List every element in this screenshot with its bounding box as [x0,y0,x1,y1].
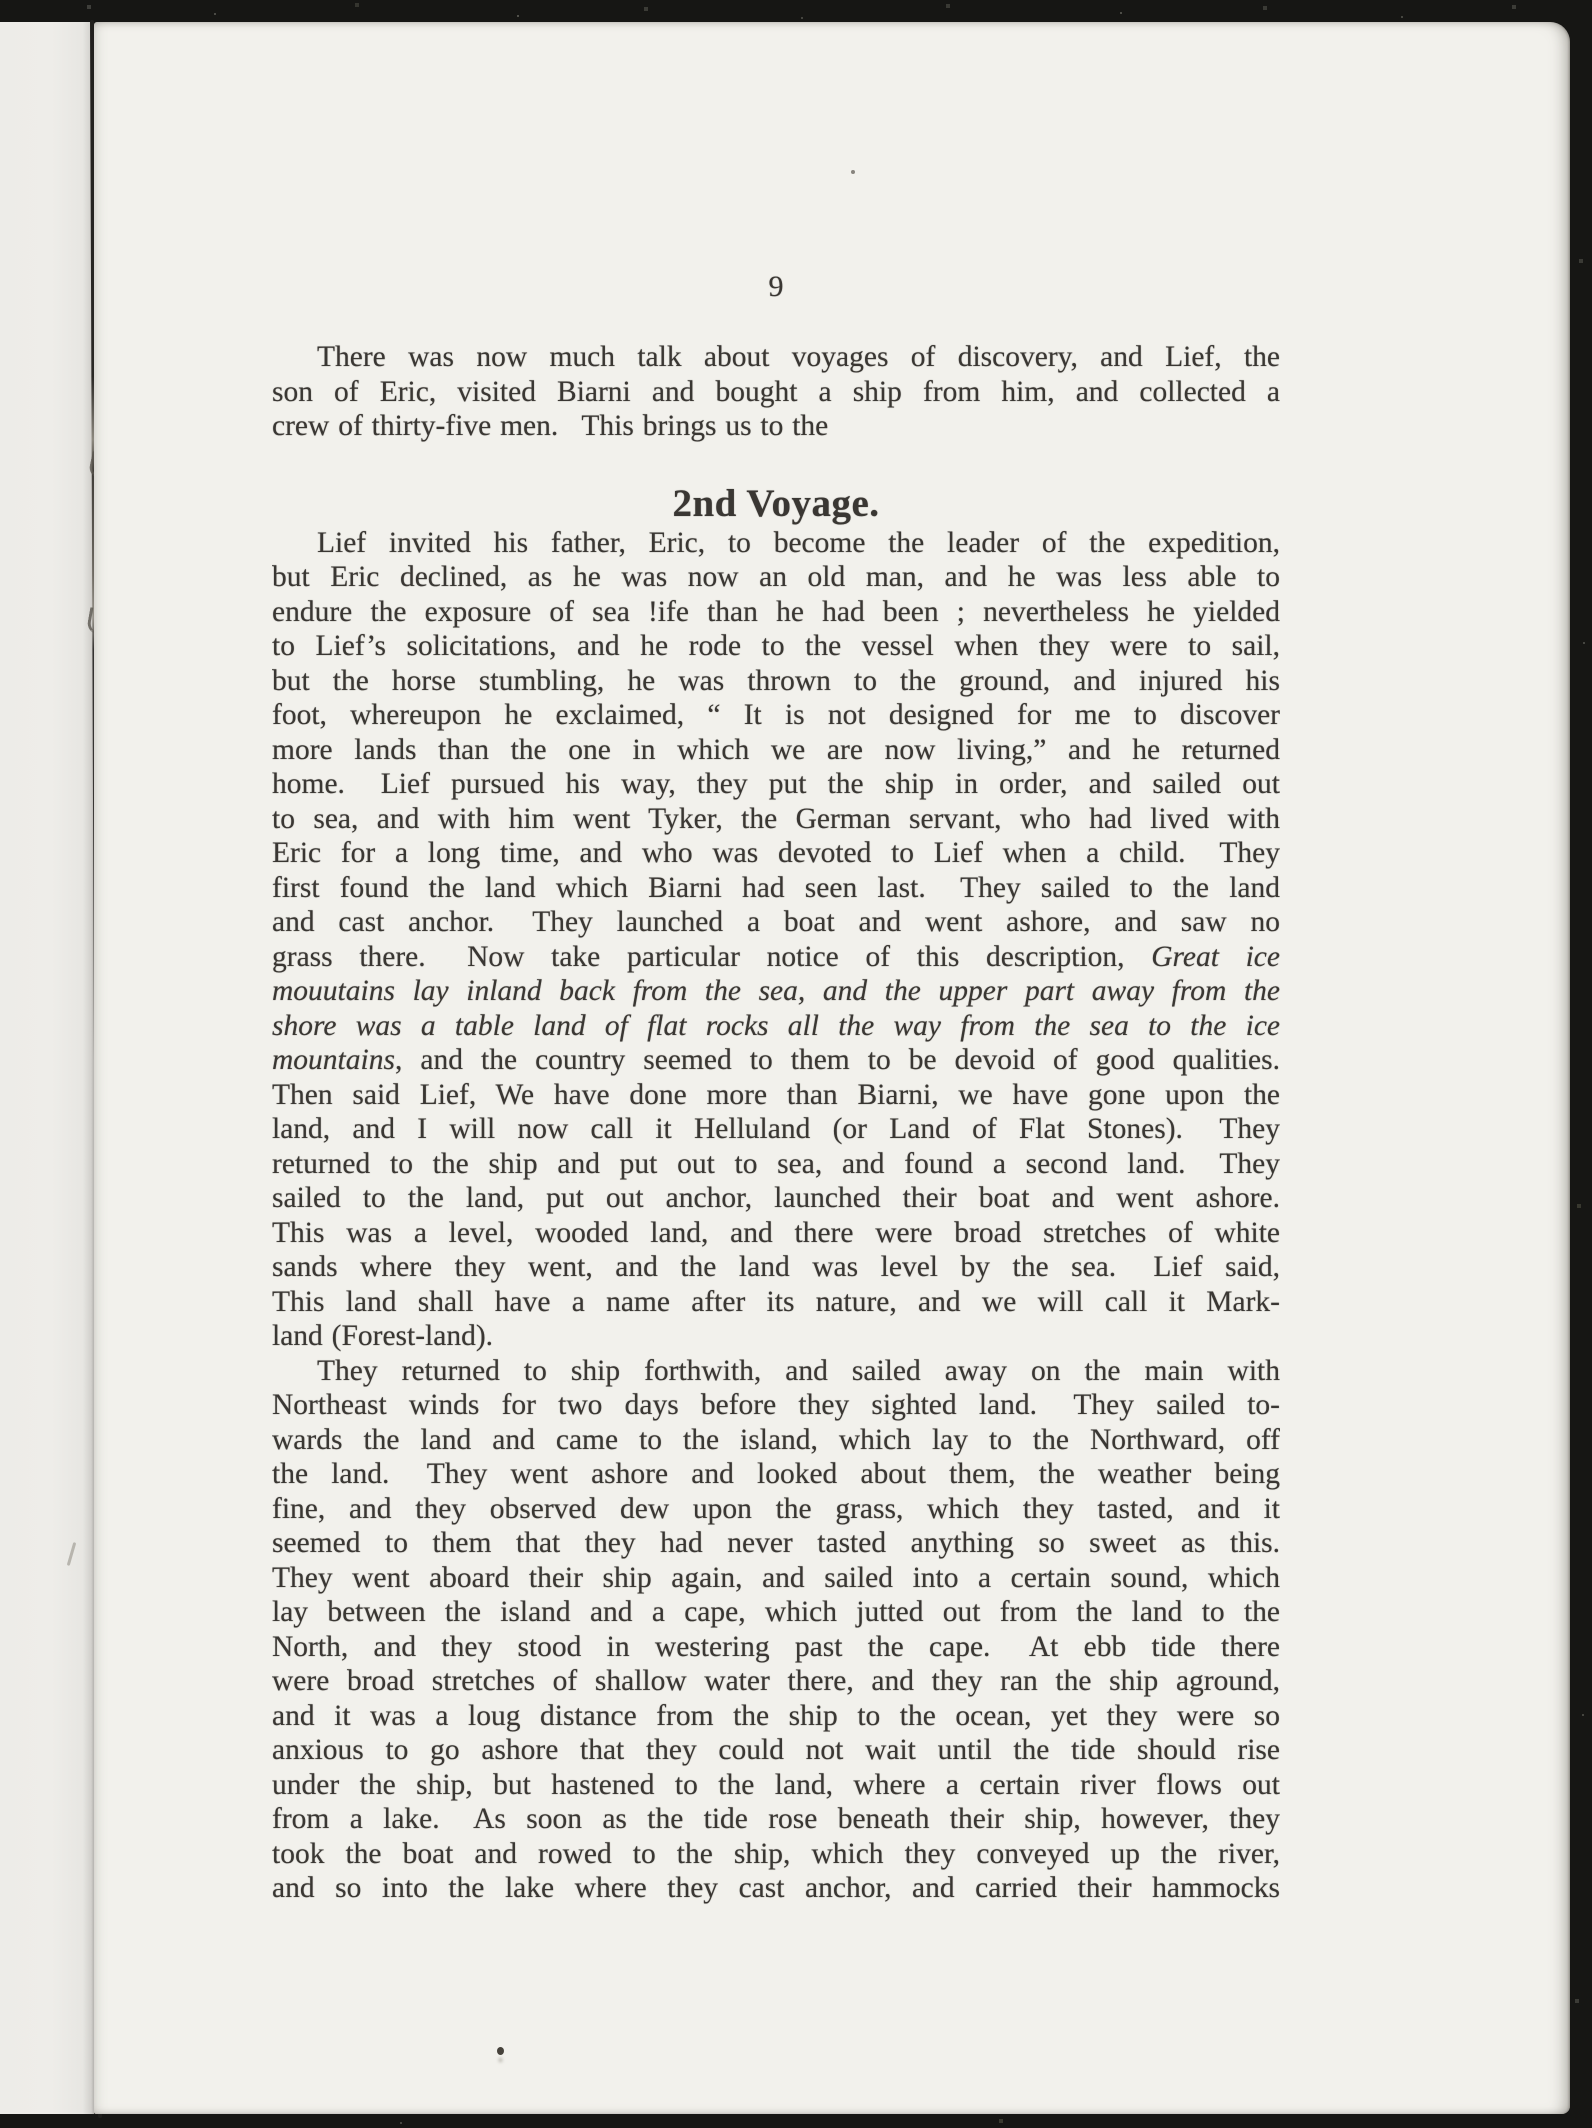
text-segment: They went aboard their ship again, and sailed into a certain sound, which [272,1561,1280,1594]
text-segment: the land. They went ashore and looked about them, the weather being [272,1458,1280,1490]
italic-text-segment: shore was a table land of flat rocks all the way from the sea to the ice [272,1009,1280,1042]
text-segment: sailed to the land, put out anchor, launched their boat and went ashore. [272,1182,1280,1214]
text-line [272,664,1280,699]
text-segment: home. Lief pursued his way, they put the ship in order, and sailed out [272,768,1280,800]
text-segment: land (Forest-land). [272,1320,494,1352]
text-line [272,698,1280,733]
text-line [272,1492,1280,1527]
text-line [272,375,1280,410]
text-segment: returned to the ship and put out to sea, and found a second land. They [272,1147,1280,1180]
text-segment: son of Eric, visited Biarni and bought a ship from him, and collected a [272,375,1280,408]
page-text-column [272,22,1280,1906]
text-line [272,1526,1280,1561]
text-line [272,1664,1280,1699]
text-segment: but Eric declined, as he was now an old man, and he was less able to [272,561,1280,593]
text-line [272,1147,1280,1182]
text-segment: They returned to ship forthwith, and sailed away on the main with [317,1354,1280,1387]
text-line [272,1768,1280,1803]
text-line [272,1009,1280,1044]
text-line [272,836,1280,871]
text-segment: endure the exposure of sea !ife than he had been ; nevertheless he yielded [272,595,1280,628]
text-line [272,1250,1280,1285]
text-line [272,802,1280,837]
text-segment: to sea, and with him went Tyker, the German servant, who had lived with [272,802,1280,835]
text-line [272,1595,1280,1630]
text-segment: seemed to them that they had never tasted anything so sweet as this. [272,1527,1280,1559]
text-segment: North, and they stood in westering past the cape. At ebb tide there [272,1630,1280,1663]
text-segment: Eric for a long time, and who was devoted to Lief when a child. They [272,837,1280,869]
text-segment: There was now much talk about voyages of discovery, and Lief, the [317,341,1280,373]
text-segment: , and the country seemed to them to be devoid of good qualities. [394,1044,1280,1076]
text-segment: more lands than the one in which we are now living,” and he returned [272,733,1280,766]
previous-page-edge [0,22,94,2114]
text-line [272,767,1280,802]
text-segment: but the horse stumbling, he was thrown to the ground, and injured his [272,664,1280,697]
text-segment: Lief invited his father, Eric, to become the leader of the expedition, [317,526,1280,559]
text-line [272,595,1280,630]
text-segment: under the ship, but hastened to the land, where a certain river flows out [272,1768,1280,1801]
text-segment: were broad stretches of shallow water there, and they ran the ship aground, [272,1665,1280,1697]
text-line [272,1285,1280,1320]
text-line [272,940,1280,975]
text-line [272,1733,1280,1768]
ink-speck [851,170,855,174]
text-line [272,1423,1280,1458]
text-line [272,1630,1280,1665]
text-segment: sands where they went, and the land was level by the sea. Lief said, [272,1251,1280,1283]
text-line [272,560,1280,595]
paragraph-continuation [272,1354,1280,1906]
text-segment: and cast anchor. They launched a boat and went ashore, and saw no [272,906,1280,938]
text-line [272,1078,1280,1113]
page-number: 9 [768,270,784,303]
ink-blot [497,2047,504,2055]
text-segment: first found the land which Biarni had seen last. They sailed to the land [272,871,1280,904]
text-segment: anxious to go ashore that they could not wait until the tide should rise [272,1734,1280,1766]
text-segment: This land shall have a name after its nature, and we will call it Mark- [272,1285,1280,1318]
text-segment: lay between the island and a cape, which jutted out from the land to the [272,1596,1280,1628]
paragraph-intro [272,340,1280,444]
text-segment: grass there. Now take particular notice of this description, [272,940,1152,973]
text-line [272,1319,1280,1354]
text-segment: crew of thirty-five men. This brings us to the [272,410,829,442]
text-line [272,1871,1280,1906]
text-segment: from a lake. As soon as the tide rose beneath their ship, however, they [272,1803,1280,1835]
text-segment: foot, whereupon he exclaimed, “ It is not designed for me to discover [272,699,1280,731]
scanner-bed-noise [0,0,2,2]
text-line [272,1181,1280,1216]
text-line [272,1043,1280,1078]
text-line [272,1699,1280,1734]
text-segment: and it was a loug distance from the ship to the ocean, yet they were so [272,1699,1280,1732]
text-segment: fine, and they observed dew upon the grass, which they tasted, and it [272,1492,1280,1525]
text-line [272,974,1280,1009]
text-line [272,871,1280,906]
text-line [272,629,1280,664]
text-line [272,1837,1280,1872]
text-line [272,905,1280,940]
text-segment: This was a level, wooded land, and there were broad stretches of white [272,1216,1280,1249]
text-line [272,1112,1280,1147]
text-line [272,1216,1280,1251]
book-page [94,22,1570,2114]
text-segment: Then said Lief, We have done more than Biarni, we have gone upon the [272,1078,1280,1111]
text-line [272,733,1280,768]
text-line [272,1457,1280,1492]
italic-text-segment: mountains [272,1044,395,1076]
section-heading: 2nd Voyage. [672,481,880,525]
text-segment: Northeast winds for two days before they sighted land. They sailed to- [272,1389,1280,1421]
text-segment: took the boat and rowed to the ship, which they conveyed up the river, [272,1837,1280,1870]
paragraph-second-voyage [272,526,1280,1354]
italic-text-segment: mouutains lay inland back from the sea, and the upper part away from the [272,975,1280,1007]
text-line [272,409,1280,444]
text-line [272,1388,1280,1423]
text-segment: to Lief’s solicitations, and he rode to the vessel when they were to sail, [272,630,1280,662]
text-line [272,1802,1280,1837]
text-line [272,1561,1280,1596]
text-segment: land, and I will now call it Helluland (or Land of Flat Stones). They [272,1113,1280,1145]
italic-text-segment: Great ice [1151,940,1280,973]
text-line [272,526,1280,561]
text-segment: wards the land and came to the island, which lay to the Northward, off [272,1423,1280,1456]
text-line [272,340,1280,375]
text-segment: and so into the lake where they cast anchor, and carried their hammocks [272,1872,1280,1904]
text-line [272,1354,1280,1389]
